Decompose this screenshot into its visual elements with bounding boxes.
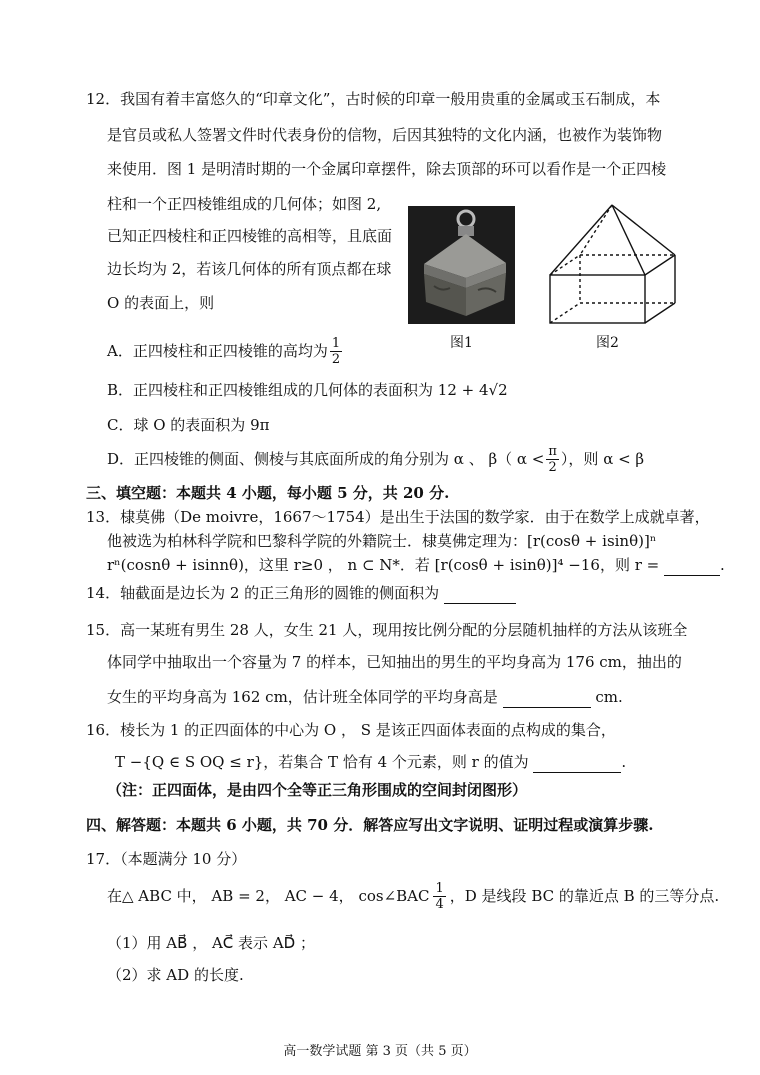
q12-option-c: C．球 O 的表面积为 9π (107, 416, 270, 434)
q12-line4: 柱和一个正四棱锥组成的几何体；如图 2, (107, 195, 382, 213)
q13-line3: rⁿ(cosnθ + isinnθ)，这里 r≥0 ， n ⊂ N*．若 [r(cosθ + isinθ)]⁴ −16，则 r = . (107, 556, 725, 574)
q13-line3-text: rⁿ(cosnθ + isinnθ)，这里 r≥0 ， n ⊂ N*．若 [r(cosθ + isinθ)]⁴ −16，则 r = (107, 556, 660, 574)
q12-line5: 已知正四棱柱和正四棱锥的高相等，且底面 (107, 227, 393, 245)
option-d-text-pre: D．正四棱锥的侧面、侧棱与其底面所成的角分别为 α 、 β（ α < (107, 450, 545, 468)
prism-pyramid-figure (540, 200, 690, 330)
q16-line2-text: T −{Q ∈ S OQ ≤ r}，若集合 T 恰有 4 个元素，则 r 的值为 (115, 753, 529, 771)
q17-title: 17．（本题满分 10 分） (86, 850, 247, 868)
q12-line3: 来使用．图 1 是明清时期的一个金属印章摆件，除去顶部的环可以看作是一个正四棱 (107, 160, 667, 178)
q17-stem (107, 876, 719, 916)
q17-part1: （1）用 AB⃗ ， AC⃗ 表示 AD⃗ ； (107, 934, 315, 952)
q14-text: 14．轴截面是边长为 2 的正三角形的圆锥的侧面积为 (86, 584, 440, 602)
option-d-text-post: ），则 α < β (560, 450, 645, 468)
q12-option-d (107, 440, 644, 478)
page-footer: 高一数学试题 第 3 页（共 5 页） (283, 1044, 477, 1059)
option-a-denominator: 2 (331, 351, 341, 367)
option-a-text: A．正四棱柱和正四棱锥的高均为 (107, 342, 328, 360)
q12-line6: 边长均为 2，若该几何体的所有顶点都在球 (107, 260, 392, 278)
q15-answer-blank[interactable] (503, 691, 591, 708)
section4-heading: 四、解答题：本题共 6 小题，共 70 分．解答应写出文字说明、证明过程或演算步骤. (86, 816, 654, 834)
q16-note: （注：正四面体，是由四个全等正三角形围成的空间封闭图形） (107, 781, 528, 799)
section3-heading: 三、填空题：本题共 4 小题，每小题 5 分，共 20 分. (86, 484, 450, 502)
seal-photo-figure (408, 206, 515, 324)
q13-line2: 他被选为柏林科学院和巴黎科学院的外籍院士．棣莫佛定理为：[r(cosθ + isinθ)]ⁿ (107, 532, 657, 550)
q12-line2: 是官员或私人签署文件时代表身份的信物，后因其独特的文化内涵，也被作为装饰物 (107, 126, 663, 144)
q17-stem-post: ，D 是线段 BC 的靠近点 B 的三等分点. (449, 887, 720, 905)
q15-line3-text: 女生的平均身高为 162 cm，估计班全体同学的平均身高是 (107, 688, 498, 706)
option-d-denominator: 2 (548, 459, 557, 475)
q17-stem-pre: 在△ ABC 中， AB = 2， AC − 4， cos∠BAC (107, 887, 430, 905)
q12-line7: O 的表面上，则 (107, 294, 215, 312)
q17-part2: （2）求 AD 的长度. (107, 966, 244, 984)
q16-line1: 16．棱长为 1 的正四面体的中心为 O ， S 是该正四面体表面的点构成的集合， (86, 721, 616, 739)
option-d-fraction (546, 444, 559, 475)
option-a-fraction (330, 336, 342, 367)
q13-line1: 13．棣莫佛（De moivre，1667～1754）是出生于法国的数学家．由于在数学上成就卓著， (86, 508, 710, 526)
q17-numerator: 1 (435, 880, 444, 896)
q15-unit: cm. (595, 688, 623, 706)
option-d-numerator: π (548, 443, 557, 459)
q12-option-b: B．正四棱柱和正四棱锥组成的几何体的表面积为 12 + 4√2 (107, 381, 508, 399)
q14-line (86, 582, 516, 604)
figure1-caption: 图1 (450, 335, 473, 351)
q12-line1: 12．我国有着丰富悠久的“印章文化”，古时候的印章一般用贵重的金属或玉石制成，本 (86, 90, 661, 108)
q12-option-a (107, 332, 344, 370)
q17-fraction (433, 881, 445, 912)
q15-line1: 15．高一某班有男生 28 人，女生 21 人，现用按比例分配的分层随机抽样的方法从该班全 (86, 621, 688, 639)
q16-answer-blank[interactable] (533, 756, 621, 773)
q15-line2: 体同学中抽取出一个容量为 7 的样本，已知抽出的男生的平均身高为 176 cm，抽出的 (107, 653, 682, 671)
option-a-numerator: 1 (331, 335, 341, 351)
q14-answer-blank[interactable] (444, 587, 516, 604)
q13-answer-blank[interactable] (664, 559, 720, 576)
q15-line3 (107, 686, 623, 708)
q16-line2: T −{Q ∈ S OQ ≤ r}，若集合 T 恰有 4 个元素，则 r 的值为 . (115, 753, 627, 771)
figure2-caption: 图2 (596, 335, 619, 351)
q17-denominator: 4 (435, 896, 444, 912)
